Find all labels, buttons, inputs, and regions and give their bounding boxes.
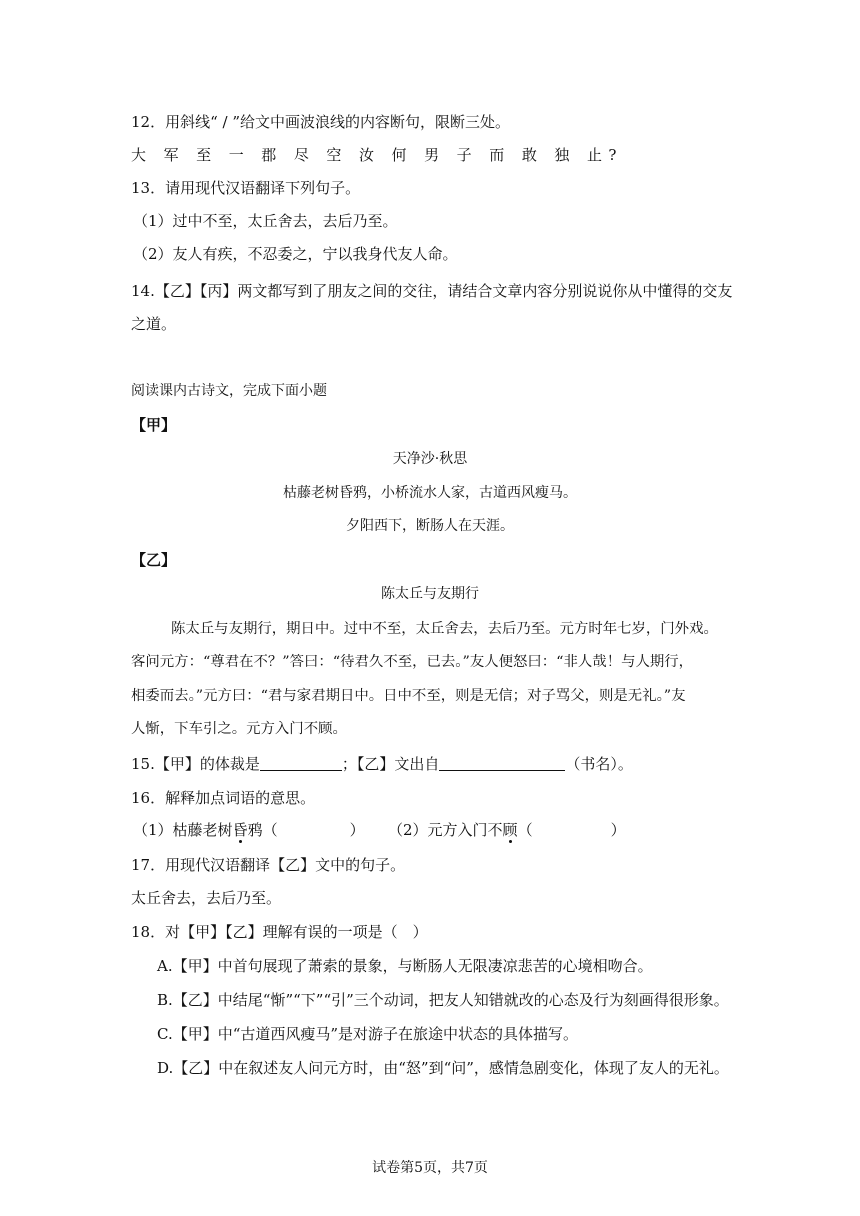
q16-item-1-prefix: （1）枯藤老树: [133, 821, 233, 839]
q13-prompt: 13．请用现代汉语翻译下列句子。: [131, 179, 361, 197]
page-footer: 试卷第5页，共7页: [372, 1160, 488, 1176]
jia-label: 【甲】: [131, 416, 177, 434]
q16-item-1: [133, 820, 365, 840]
q18-option-d[interactable]: D.【乙】中在叙述友人问元方时，由“怒”到“问”，感情急剧变化，体现了友人的无礼。: [157, 1059, 729, 1077]
q15-blank-book[interactable]: [439, 755, 565, 771]
poem-line-2: 夕阳西下，断肠人在天涯。: [346, 518, 514, 534]
q17-sentence: 太丘舍去，去后乃至。: [131, 889, 282, 907]
q16-item-2-dotted-word: 顾: [502, 821, 518, 839]
q15-part-1: 15.【甲】的体裁是: [131, 755, 260, 773]
q13-item-2: （2）友人有疾，不忍委之，宁以我身代友人命。: [133, 245, 458, 263]
q14-line-1: 14.【乙】【丙】两文都写到了朋友之间的交往，请结合文章内容分别说说你从中懂得的交友: [131, 282, 733, 300]
q13-item-1: （1）过中不至，太丘舍去，去后乃至。: [133, 212, 398, 230]
section-intro: 阅读课内古诗文，完成下面小题: [131, 383, 327, 399]
passage-title: 陈太丘与友期行: [381, 586, 479, 602]
poem-line-1: 枯藤老树昏鸦，小桥流水人家，古道西风瘦马。: [283, 485, 577, 501]
q16-prompt: 16．解释加点词语的意思。: [131, 789, 316, 807]
q16-item-1-open: 鸦（: [247, 821, 278, 839]
passage-line-3: 相委而去。”元方曰：“君与家君期日中。日中不至，则是无信；对子骂父，则是无礼。”友: [131, 688, 686, 704]
q16-item-1-dotted-word: 昏: [232, 821, 248, 839]
q17-prompt: 17．用现代汉语翻译【乙】文中的句子。: [131, 856, 406, 874]
q16-item-2: [388, 820, 626, 840]
poem-title: 天净沙·秋思: [392, 451, 468, 467]
passage-line-1: 陈太丘与友期行，期日中。过中不至，太丘舍去，去后乃至。元方时年七岁，门外戏。: [171, 621, 718, 637]
q16-item-2-prefix: （2）元方入门不: [388, 821, 503, 839]
q16-item-1-close: ）: [349, 821, 365, 839]
q18-option-b[interactable]: B.【乙】中结尾“惭”“下”“引”三个动词，把友人知错就改的心态及行为刻画得很形象。: [157, 991, 729, 1009]
q16-item-2-open: （: [517, 821, 533, 839]
q18-option-a[interactable]: A.【甲】中首句展现了萧索的景象，与断肠人无限凄凉悲苦的心境相吻合。: [157, 957, 653, 975]
yi-label: 【乙】: [131, 551, 177, 569]
q15-part-3: （书名）。: [565, 755, 633, 773]
q18-prompt: 18．对【甲】【乙】理解有误的一项是（ ）: [131, 923, 428, 941]
q12-sentence: 大 军 至 一 郡 尽 空 汝 何 男 子 而 敢 独 止?: [131, 146, 623, 164]
q12-prompt: 12．用斜线“ / ”给文中画波浪线的内容断句，限断三处。: [131, 113, 511, 131]
q15-line: [131, 754, 633, 774]
q15-part-2: ；【乙】文出自: [341, 755, 440, 773]
q14-line-2: 之道。: [131, 315, 177, 333]
q16-item-2-close: ）: [610, 821, 626, 839]
q18-option-c[interactable]: C.【甲】中“古道西风瘦马”是对游子在旅途中状态的具体描写。: [157, 1025, 579, 1043]
passage-line-4: 人惭，下车引之。元方入门不顾。: [131, 721, 347, 737]
passage-line-2: 客问元方：“尊君在不？”答曰：“待君久不至，已去。”友人便怒曰：“非人哉！与人期行，: [131, 654, 694, 670]
q15-blank-genre[interactable]: [260, 755, 342, 771]
